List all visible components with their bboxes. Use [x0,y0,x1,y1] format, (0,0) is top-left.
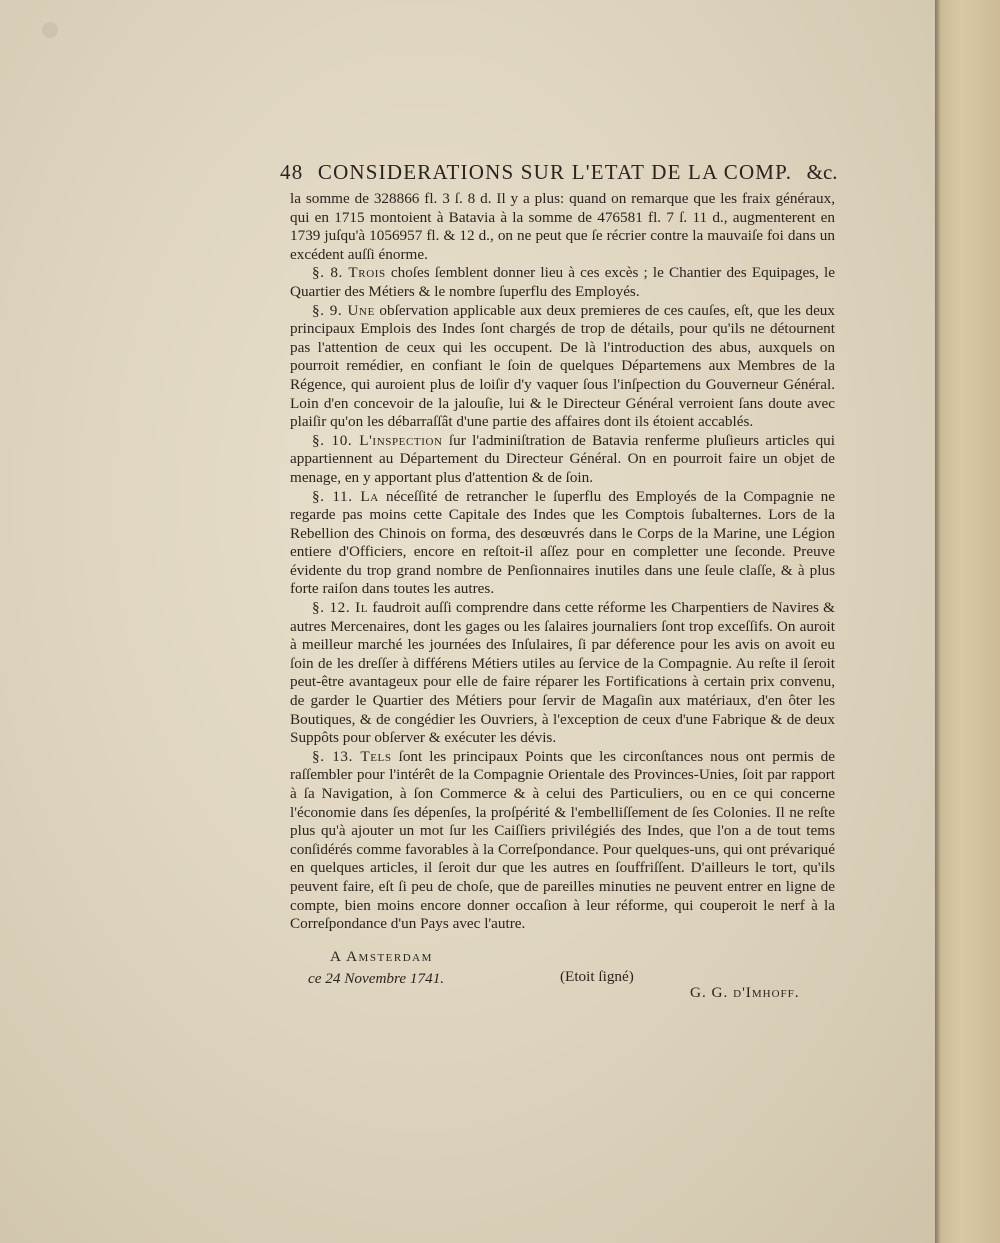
paragraph-section-9 [290,302,835,432]
paragraph-section-11 [290,488,835,600]
body-text [290,190,835,934]
section-lead: §. 10. L'inspection [312,431,443,449]
paragraph-text: la somme de 328866 fl. 3 ſ. 8 d. Il y a plus: quand on remarque que les fraix généraux, qui en 1715 montoient à Batavia à la somme de 476581 fl. 7 ſ. 11 d., augmenterent en 1739 juſqu'à 1056957 fl. & 12 d., on ne peut que ſe récrier contre la mauvaiſe foi dans un excédent auſſi énorme. [290,190,835,263]
pin-hole-mark [42,22,58,38]
section-lead: §. 12. Il [312,599,369,617]
closing-place: A Amsterdam [330,948,433,965]
paragraph-text: néceſſité de retrancher le ſuperflu des Employés de la Compagnie ne regarde pas moins cette Capitale des Indes que les Comptois ſubalternes. Lors de la Rebellion des Chinois on forma, des desœuvrés dans le Corps de la Marine, une Légion entiere d'Officiers, encore en reſtoit-il aſſez pour en completter une ſeconde. Preuve évidente du trop grand nombre de Penſionnaires inutiles dans une ſeule claſſe, & à plus forte raiſon dans toutes les autres. [290,487,835,598]
signed-note: (Etoit ſigné) [560,968,634,985]
paragraph-section-8 [290,264,835,301]
running-header [280,160,840,185]
page-number: 48 [280,160,304,184]
paragraph-text: ſont les principaux Points que les circonſtances nous ont permis de raſſembler pour l'intérêt de la Compagnie Orientale des Provinces-Unies, ſoit par rapport à ſa Navigation, à ſon Commerce & à celui des Particuliers, ou en ce qui concerne l'économie dans ſes dépenſes, la proſpérité & l'embelliſſement de ſes Colonies. Il ne reſte plus qu'à ajouter un mot ſur les Caiſſiers privilégiés des Indes, que l'on a de tout tems conſidérés comme favorables à la Correſpondance. Pour quelques-uns, qui ont prévariqué en quelques articles, il ſeroit dur que les autres en ſouffriſſent. D'ailleurs le tort, qu'ils peuvent faire, eſt ſi peu de choſe, que de pareilles minuties ne peuvent entrer en ligne de compte, bien moins encore donner occaſion à leur réforme, qui couperoit le nerf à la Correſpondance d'un Pays avec l'autre. [290,747,835,933]
paragraph-text: ſur l'adminiſtration de Batavia renferme pluſieurs articles qui appartiennent au Département du Directeur Général. On en pourroit faire un objet de menage, en y apportant plus d'attention & de ſoin. [290,431,835,486]
paragraph-section-10 [290,432,835,488]
paragraph-text: obſervation applicable aux deux premieres de ces cauſes, eſt, que les deux principaux Emplois des Indes ſont chargés de trop de détails, pour qu'ils ne détournent pas l'attention de ceux qui les occupent. De là l'introduction des abus, auxquels on pourroit remédier, en confiant le ſoin de quelques Départemens aux Membres de la Régence, qui auroient plus de loiſir d'y vaquer ſous l'inſpection du Gouverneur Général. Loin d'en concevoir de la jalouſie, lui & le Directeur Général verroient ſans doute avec plaiſir qu'on les débarraſſât d'une partie des affaires dont ils étoient accablés. [290,301,835,431]
paragraph-section-13 [290,748,835,934]
running-title-etc: &c. [806,160,838,184]
closing-block [290,948,835,1008]
signature: G. G. d'Imhoff. [690,984,800,1001]
paragraph-continuation [290,190,835,264]
section-lead: §. 8. Trois [312,264,386,282]
running-title: CONSIDERATIONS SUR L'ETAT DE LA COMP. [317,160,793,184]
section-lead: §. 9. Une [312,301,375,319]
paragraph-text: choſes ſemblent donner lieu à ces excès ; le Chantier des Equipages, le Quartier des Métiers & le nombre ſuperflu des Employés. [290,264,835,300]
next-page-edge [935,0,1000,1243]
section-lead: §. 11. La [312,487,379,505]
closing-date: ce 24 Novembre 1741. [308,970,445,987]
paragraph-section-12 [290,599,835,748]
section-lead: §. 13. Tels [312,747,392,765]
paragraph-text: faudroit auſſi comprendre dans cette réforme les Charpentiers de Navires & autres Mercenaires, dont les gages ou les ſalaires journaliers ſont trop exceſſifs. On auroit à meilleur marché les journées des Inſulaires, ſi par déference pour les avis on avoit eu ſoin de les dreſſer à différens Métiers utiles au ſervice de la Compagnie. Au reſte il ſeroit peut-être avantageux pour elle de faire réparer les Fortifications à certain prix convenu, de garder le Quartier des Métiers pour ſervir de Magaſin aux matériaux, d'en ôter les Boutiques, & de congédier les Ouvriers, à l'exception de ceux d'une Fabrique & de deux Suppôts pour obſerver & exécuter les dévis. [290,599,835,747]
